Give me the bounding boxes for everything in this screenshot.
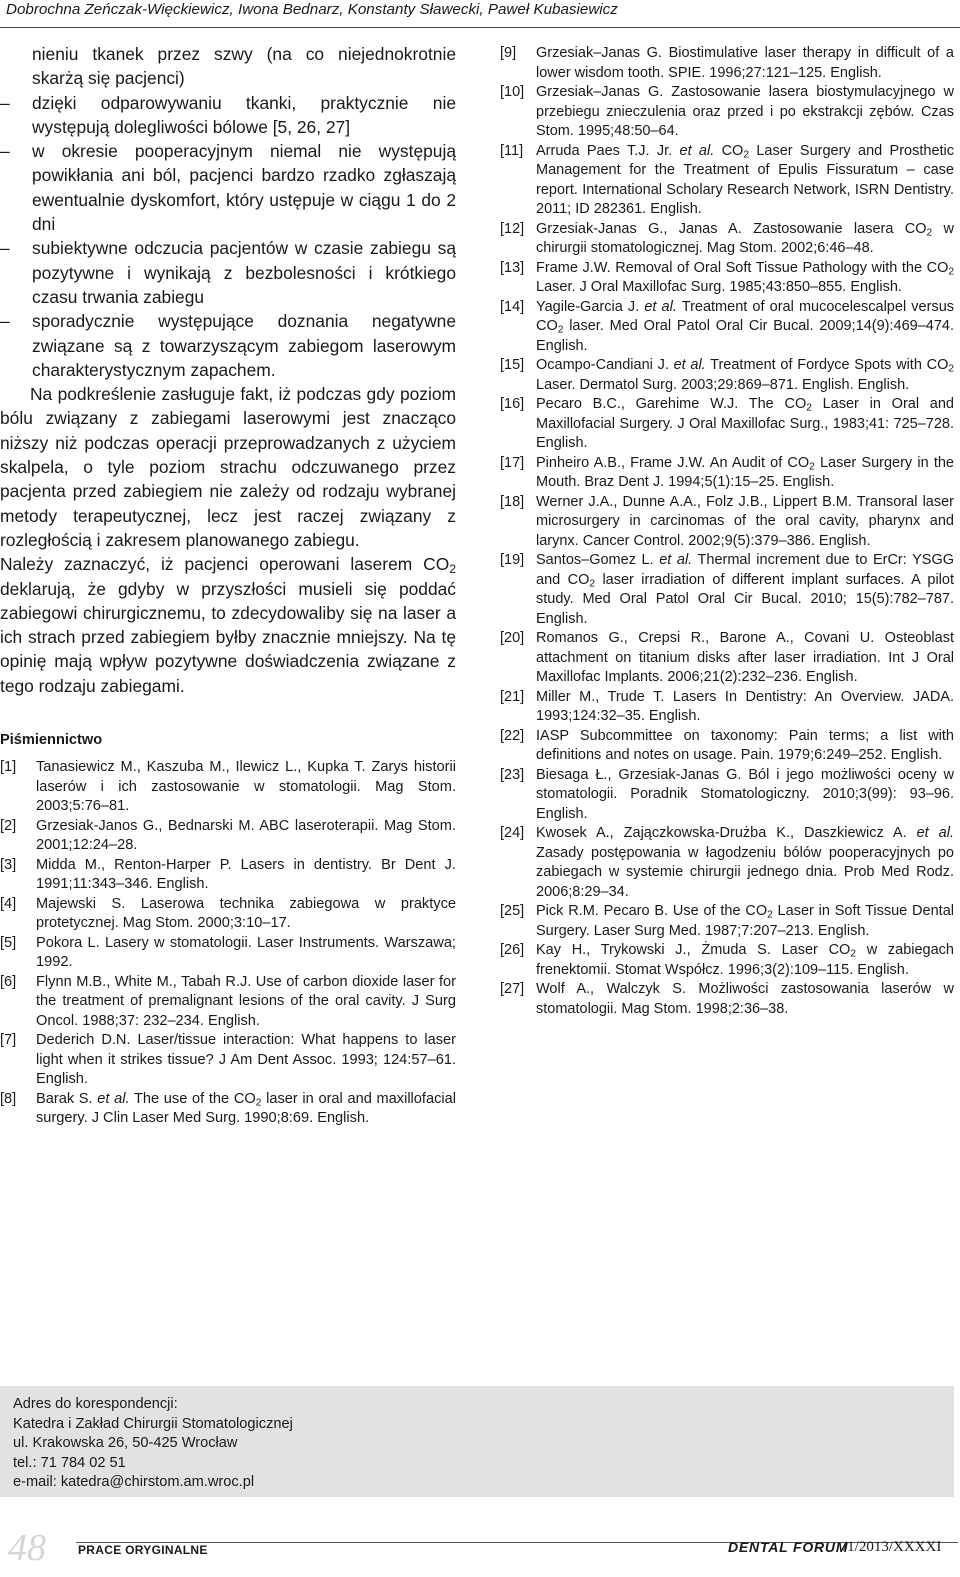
correspondence-address [13,1395,293,1493]
reference-item [0,895,456,934]
reference-text: Ocampo-Candiani J. [536,357,674,373]
reference-item [500,551,954,629]
reference-subscript: 2 [806,402,812,414]
header-rule [0,27,960,28]
reference-text: Midda M., Renton-Harper P. Lasers in dentistry. Br Dent J. 1991;11:343–346. English. [36,856,456,893]
reference-number: [18] [500,493,525,510]
reference-text: Laser in Oral and Maxillofacial Surgery. J Oral Maxillofac Surg., 1983;41: 725–728. English. [536,396,954,451]
reference-item [500,83,954,142]
issue-label: /1/2013/XXXXI [843,1539,942,1555]
running-header: Dobrochna Zeńczak-Więckiewicz, Iwona Bednarz, Konstanty Sławecki, Paweł Kubasiewicz [6,1,618,18]
reference-item [500,766,954,825]
reference-subscript: 2 [809,461,815,473]
reference-item [500,727,954,766]
reference-subscript: 2 [850,948,856,960]
bibliography-heading: Piśmiennictwo [0,732,103,749]
reference-number: [17] [500,454,525,471]
reference-text: Frame J.W. Removal of Oral Soft Tissue Pathology with the CO [536,259,949,276]
reference-text: Laser Surgery in the Mouth. Braz Dent J. 1994;5(1):15–25. English. [536,454,954,490]
reference-text: Laser in Soft Tissue Dental Surgery. Laser Surg Med. 1987;7:207–213. English. [536,903,954,939]
reference-text: Romanos G., Crepsi R., Barone A., Covani U. Osteoblast attachment on titanium disks after laser irradiation. Int J Oral Maxillofac Implants. 2006;21(2):232–236. English. [536,630,954,685]
reference-text: Grzesiak-Janas G., Janas A. Zastosowanie lasera CO [536,220,927,237]
bullet-dash: – [0,141,10,162]
reference-text: Treatment of Fordyce Spots with CO [705,357,949,373]
reference-text: Kwosek A., Zajączkowska-Drużba K., Daszkiewicz A. [536,825,917,841]
reference-item [500,356,954,395]
reference-text: Treatment of oral mucocelescalpel versus CO [536,298,955,334]
reference-text: Laser Surgery and Prosthetic Management for the Treatment of Epulis Fissuratum – case report. International Scholary Research Network, ISRN Dentistry. 2011; ID 282361. English. [536,142,955,217]
reference-text: laser irradiation of different implant surfaces. A pilot study. Med Oral Patol Oral Cir Bucal. 2010; 15(5):782–787. English. [536,571,954,627]
reference-number: [20] [500,630,525,646]
reference-item [500,824,954,902]
reference-text: Werner J.A., Dunne A.A., Folz J.B., Lippert B.M. Transoral laser microsurgery in carcinomas of the oral cavity, pharynx and larynx. Cancer Control. 2002;9(5):379–386. English. [536,493,954,549]
reference-text: Flynn M.B., White M., Tabah R.J. Use of carbon dioxide laser for the treatment of premalignant lesions of the oral cavity. J Surg Oncol. 1988;37: 232–234. English. [36,973,456,1029]
reference-number: [22] [500,727,525,744]
reference-text: Kay H., Trykowski J., Żmuda S. Laser CO [536,942,851,958]
reference-number: [5] [0,934,17,951]
paragraph-1: Na podkreślenie zasługuje fakt, iż podczas gdy poziom bólu związany z zabiegami laserowymi jest znacząco niższy niż podczas operacji przeprowadzanych z użyciem skalpela, o tyle poziom strachu odczuwanego przez pacjenta przed zabiegiem nie zależy od rodzaju wybranej metody terapeutycznej, lecz jest raczej związany z rozległością i zakresem planowanego zabiegu. [0,384,456,550]
bullet-text: subiektywne odczucia pacjentów w czasie zabiegu są pozytywne i wynikają z bezbolesności i krótkiego czasu trwania zabiegu [32,238,456,307]
reference-et-al: et al. [659,552,693,568]
reference-number: [16] [500,396,525,412]
reference-item [500,454,954,493]
correspondence-box [0,1386,954,1497]
reference-subscript: 2 [743,149,749,161]
reference-text: Thermal increment due to ErCr: YSGG and CO [536,552,955,588]
reference-text: Arruda Paes T.J. Jr. [536,142,680,159]
reference-subscript: 2 [926,227,933,239]
reference-item [500,941,954,980]
reference-text: Pecaro B.C., Garehime W.J. The CO [536,396,807,412]
reference-subscript: 2 [948,266,954,278]
reference-number: [26] [500,942,525,958]
reference-text: Barak S. [36,1090,98,1107]
reference-text: Biesaga Ł., Grzesiak-Janas G. Ból i jego możliwości oceny w stomatologii. Poradnik Stomatologiczny. 2010;3(99): 93–96. English. [536,766,954,822]
reference-text: Grzesiak-Janos G., Bednarski M. ABC laseroterapii. Mag Stom. 2001;12:24–28. [36,817,456,854]
reference-item [500,493,954,552]
reference-item [500,298,954,357]
reference-subscript: 2 [255,1097,262,1109]
section-label: PRACE ORYGINALNE [78,1543,208,1557]
bullet-list [0,91,456,383]
reference-item [0,973,456,1032]
reference-number: [7] [0,1032,17,1049]
subscript-2: 2 [449,562,456,577]
reference-text: Pinheiro A.B., Frame J.W. An Audit of CO [536,454,810,471]
reference-item [0,934,456,973]
reference-item [500,629,954,688]
reference-text: w chirurgii stomatologicznej. Mag Stom. 2002;6:46–48. [536,220,955,256]
reference-text: Pick R.M. Pecaro B. Use of the CO [536,903,768,919]
bullet-text: sporadycznie występujące doznania negatywne związane są z towarzyszącym zabiegom laserowym charakterystycznym zapachem. [32,311,456,380]
references-right [500,44,954,1019]
reference-number: [24] [500,825,525,841]
reference-text: CO [714,142,744,159]
reference-text: Tanasiewicz M., Kaszuba M., Ilewicz L., Kupka T. Zarys historii laserów i ich zastosowanie w stomatologii. Mag Stom. 2003;5:76–81. [36,759,456,815]
correspondence-line: Adres do korespondencji: [13,1396,178,1412]
reference-item [500,902,954,941]
reference-text: Laser. Dermatol Surg. 2003;29:869–871. English. English. [536,376,910,393]
reference-item [500,259,954,298]
reference-number: [3] [0,856,17,873]
reference-subscript: 2 [948,363,954,375]
reference-et-al: et al. [679,142,715,159]
reference-number: [15] [500,357,525,373]
page-number: 48 [8,1527,46,1569]
journal-logo: DENTAL FORUM [728,1539,849,1555]
bullet-item [0,309,456,382]
reference-number: [21] [500,688,525,705]
reference-number: [25] [500,903,525,919]
reference-subscript: 2 [557,324,564,336]
correspondence-line: Katedra i Zakład Chirurgii Stomatologicznej [13,1415,293,1432]
reference-text: Grzesiak–Janas G. Biostimulative laser therapy in difficult of a lower wisdom tooth. SPIE. 1996;27:121–125. English. [536,45,954,81]
reference-number: [19] [500,552,525,568]
reference-text: Santos–Gomez L. [536,552,660,568]
reference-et-al: et al. [673,357,706,373]
reference-et-al: et al. [97,1090,130,1107]
reference-number: [10] [500,84,525,100]
paragraph-2-start: Należy zaznaczyć, iż pacjenci operowani laserem CO [0,554,450,575]
reference-subscript: 2 [589,578,596,590]
reference-text: The use of the CO [129,1090,256,1107]
reference-number: [23] [500,766,525,783]
reference-text: laser in oral and maxillofacial surgery. J Clin Laser Med Surg. 1990;8:69. English. [36,1090,456,1127]
reference-text: Miller M., Trude T. Lasers In Dentistry: An Overview. JADA. 1993;124:32–35. English. [536,688,954,724]
reference-text: Zasady postępowania w łagodzeniu bólów pooperacyjnych po zabiegach w systemie chirurgii jednego dnia. Prob Med Rodz. 2006;8:29–34. [536,844,954,900]
reference-et-al: et al. [644,298,677,315]
reference-number: [14] [500,298,525,315]
bullet-dash: – [0,311,10,332]
bullet-item [0,236,456,309]
bullet-text: dzięki odparowywaniu tkanki, praktycznie nie występują dolegliwości bólowe [5, 26, 27] [32,92,456,137]
reference-item [0,1031,456,1090]
paragraph-2-end: deklarują, że gdyby w przyszłości musieli się poddać zabiegowi chirurgicznemu, to zdecydowaliby się na laser a ich strach przed zabiegiem byłby znacznie mniejszy. Na tę opinię mają wpływ pozytywne doświadczenia związane z tego rodzaju zabiegami. [0,578,456,696]
bullet-text: w okresie pooperacyjnym niemal nie występują powikłania ani ból, pacjenci bardzo rzadko zgłaszają ewentualnie dyskomfort, który ustępuje w ciągu 1 do 2 dni [32,141,456,235]
correspondence-line: ul. Krakowska 26, 50-425 Wrocław [13,1435,238,1452]
reference-item [500,688,954,727]
reference-item [0,817,456,856]
reference-text: Dederich D.N. Laser/tissue interaction: What happens to laser light when it strikes tissue? J Am Dent Assoc. 1993; 124:57–61. English. [36,1032,456,1088]
bullet-continuation: nieniu tkanek przez szwy (na co niejednokrotnie skarżą się pacjenci) [32,44,456,89]
bullet-item [0,91,456,140]
reference-number: [2] [0,817,17,834]
reference-item [500,142,954,220]
reference-item [500,44,954,83]
reference-text: Majewski S. Laserowa technika zabiegowa w praktyce protetycznej. Mag Stom. 2000;3:10–17. [36,895,456,932]
reference-item [500,220,954,259]
reference-text: laser. Med Oral Patol Oral Cir Bucal. 2009;14(9):469–474. English. [536,318,954,354]
reference-number: [8] [0,1090,17,1107]
reference-number: [4] [0,895,17,912]
reference-number: [12] [500,220,525,237]
reference-text: Grzesiak–Janas G. Zastosowanie lasera biostymulacyjnego w przebiegu znieczulenia oraz przed i po ekstrakcji zębów. Czas Stom. 1995;48:50–64. [536,84,954,139]
reference-number: [13] [500,259,525,276]
reference-item [0,1090,456,1129]
reference-item [0,856,456,895]
reference-number: [11] [500,142,524,159]
reference-text: Pokora L. Lasery w stomatologii. Laser Instruments. Warszawa; 1992. [36,934,456,971]
left-column [0,42,456,1129]
reference-text: Laser. J Oral Maxillofac Surg. 1985;43:850–855. English. [536,279,902,295]
reference-number: [9] [500,45,517,61]
reference-item [500,980,954,1019]
reference-number: [6] [0,973,17,990]
reference-text: Yagile-Garcia J. [536,298,645,315]
reference-item [500,395,954,454]
reference-item [0,758,456,817]
references-left [0,758,456,1129]
reference-et-al: et al. [916,825,954,841]
reference-number: [1] [0,759,17,776]
reference-text: IASP Subcommittee on taxonomy: Pain terms; a list with definitions and notes on usage. Pain. 1979;6:249–252. English. [536,727,954,763]
bullet-dash: – [0,92,10,113]
correspondence-line: e-mail: katedra@chirstom.am.wroc.pl [13,1474,255,1491]
reference-text: w zabiegach frenektomii. Stomat Współcz. 1996;3(2):109–115. English. [536,942,954,978]
bullet-item [0,139,456,236]
reference-number: [27] [500,981,525,997]
bullet-dash: – [0,238,10,259]
correspondence-line: tel.: 71 784 02 51 [13,1454,126,1471]
right-column [500,44,954,1019]
paragraph-2 [0,552,456,698]
reference-subscript: 2 [767,909,773,921]
reference-text: Wolf A., Walczyk S. Możliwości zastosowania laserów w stomatologii. Mag Stom. 1998;2:36–38. [536,981,954,1017]
